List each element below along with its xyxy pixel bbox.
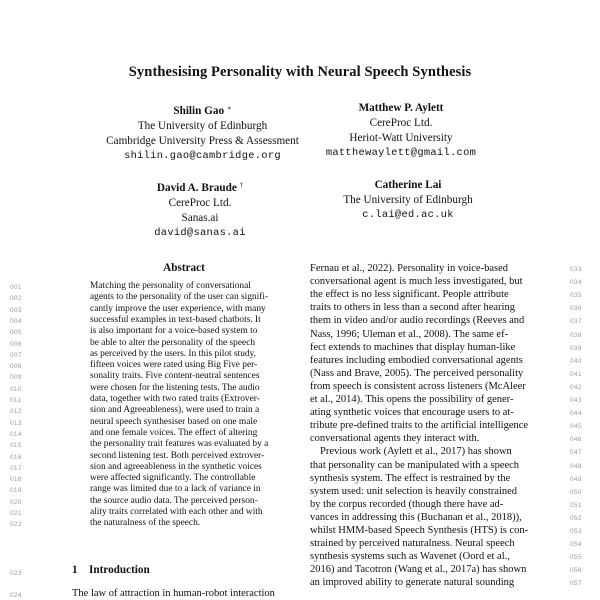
abstract-line: Matching the personality of conversational (90, 281, 251, 291)
author-affiliation: Sanas.ai (181, 212, 219, 224)
body-text-line: traits to others in less than a second after hearing (310, 302, 515, 314)
line-number: 050 (570, 488, 582, 496)
line-number: 042 (570, 383, 582, 391)
body-text-line: from speech is consistent across listeners (McAleer (310, 380, 526, 392)
line-number: 041 (570, 370, 582, 378)
abstract-line: fifteen voices were rated using Big Five per- (90, 360, 258, 371)
line-number: 014 (10, 430, 22, 438)
body-text-line: 2016) and Tacotron (Wang et al., 2017a) has shown (310, 564, 527, 576)
author-name: Matthew P. Aylett (358, 102, 444, 114)
line-number: 007 (10, 351, 22, 359)
author-affiliation: Heriot-Watt University (349, 132, 453, 144)
body-text-line: Previous work (Aylett et al., 2017) has shown (320, 446, 512, 458)
abstract-line: data, together with two rated traits (Extrover- (90, 394, 260, 404)
author-email: shilin.gao@cambridge.org (124, 150, 281, 162)
line-number: 005 (10, 329, 22, 337)
line-number: 024 (10, 592, 22, 599)
author-email: david@sanas.ai (154, 227, 246, 239)
body-text-line: the effect is no less significant. People attribute (310, 289, 509, 301)
line-number: 038 (570, 331, 582, 339)
line-number: 046 (570, 436, 582, 444)
author-footnote-mark: ∗ (226, 104, 232, 112)
line-number: 003 (10, 306, 22, 314)
author-email: c.lai@ed.ac.uk (362, 209, 454, 221)
body-text-line: them in video and/or audio recordings (Reeves and (310, 315, 525, 327)
section-title: Introduction (89, 564, 150, 576)
author-affiliation: The University of Edinburgh (343, 194, 473, 206)
line-number: 045 (570, 423, 582, 431)
line-number: 019 (10, 487, 22, 495)
abstract-line: be able to alter the personality of the speech (90, 337, 256, 348)
author-name: David A. Braude † (156, 181, 244, 194)
body-text-line: tribute pre-defined traits to the artificial intelligence (310, 420, 529, 432)
author-affiliation: The University of Edinburgh (137, 120, 268, 132)
line-number: 037 (570, 318, 582, 326)
abstract-line: is also important for a voice-based system to (90, 326, 258, 337)
line-number: 055 (570, 554, 582, 562)
abstract-line: successful examples in text-based chatbots. It (90, 314, 261, 325)
author-email: matthewaylett@gmail.com (325, 147, 477, 159)
line-number: 023 (10, 570, 22, 577)
line-number: 053 (570, 528, 582, 535)
body-text-line: synthesis system. The effect is restrained by the (310, 472, 511, 484)
line-number: 020 (10, 498, 22, 506)
line-number: 002 (10, 295, 22, 303)
body-text-line: vances in addressing this (Buchanan et al., 2018)), (310, 511, 522, 523)
author-affiliation: CereProc Ltd. (168, 197, 232, 209)
body-text-line: conversational agents they interact with. (310, 433, 480, 445)
body-text-line: ating synthetic voices that encourage users to at- (310, 407, 514, 419)
body-text-line: Fernau et al., 2022). Personality in voice-based (310, 263, 508, 274)
body-text-line: an improved ability to generate natural sounding (310, 577, 515, 589)
body-text-line: The law of attraction in human-robot interaction (72, 588, 275, 599)
abstract-line: were affected significantly. The controllable (90, 473, 256, 484)
abstract-line: sion and agreeableness in the synthetic voices (90, 461, 262, 472)
line-number: 033 (570, 266, 582, 273)
line-number: 017 (10, 464, 22, 472)
line-number: 015 (10, 442, 22, 450)
body-text-line: (Nass and Brave, 2005). The perceived personality (310, 367, 524, 379)
abstract-heading: Abstract (163, 262, 205, 274)
body-text-line: fect extends to machines that display human-like (310, 341, 516, 353)
body-text-line: conversational agent is much less investigated, but (310, 276, 523, 288)
abstract-line: sonality traits. Five content-neutral sentences (90, 371, 260, 382)
line-number: 039 (570, 344, 582, 352)
abstract-line: as perceived by the users. In this pilot study, (90, 348, 257, 359)
line-number: 043 (570, 397, 582, 404)
abstract-line: and one female voices. The effect of altering (90, 427, 258, 438)
abstract-line: the source audio data. The perceived person- (90, 495, 258, 506)
line-number: 049 (570, 475, 582, 483)
line-number: 011 (10, 397, 22, 404)
body-text-line: synthesis systems such as Wavenet (Oord et al., (310, 551, 510, 563)
line-number: 048 (570, 462, 582, 470)
line-number: 040 (570, 357, 582, 365)
body-text-line: whilst HMM-based Speech Synthesis (HTS) is con- (310, 525, 529, 536)
body-text-line: strained by perceived naturalness. Neural speech (310, 538, 515, 550)
line-number: 054 (570, 541, 582, 549)
author-block (130, 178, 270, 241)
line-number: 044 (570, 410, 582, 418)
abstract-line: ality traits correlated with each other and with (90, 507, 263, 517)
author-block (328, 178, 488, 223)
body-text-line: system used: unit selection is heavily constrained (310, 485, 518, 497)
abstract-line: neural speech synthesiser based on one male (90, 416, 258, 427)
line-number: 013 (10, 419, 22, 427)
author-footnote-mark: † (239, 181, 244, 189)
line-number: 008 (10, 363, 22, 371)
body-text-line: features including embodied conversational agents (310, 354, 523, 366)
paper-title: Synthesising Personality with Neural Speech Synthesis (128, 64, 472, 80)
body-text-line: that personality can be manipulated with a speech (310, 459, 520, 471)
line-number: 057 (570, 580, 582, 588)
author-name: Shilin Gao ∗ (173, 104, 232, 117)
line-number: 052 (570, 514, 582, 522)
author-block (95, 101, 310, 164)
abstract-line: were chosen for the listening tests. The audio (90, 382, 260, 393)
abstract-line: second listening test. Both perceived extrover- (90, 450, 265, 461)
abstract-line: the naturalness of the speech. (90, 518, 201, 529)
abstract-line: cantly improve the user experience, with many (90, 303, 266, 314)
author-affiliation: CereProc Ltd. (369, 117, 433, 129)
abstract-line: agents to the personality of the user can signifi- (90, 292, 269, 303)
line-number: 051 (570, 501, 582, 509)
line-number: 009 (10, 374, 22, 382)
author-name: Catherine Lai (374, 179, 442, 191)
section-number: 1 (72, 564, 78, 576)
body-text-line: Nass, 1996; Uleman et al., 2008). The same ef- (310, 328, 509, 340)
line-number: 004 (10, 317, 22, 325)
author-block (316, 101, 486, 161)
line-number: 056 (570, 567, 582, 575)
line-number: 021 (10, 510, 22, 517)
line-number: 016 (10, 453, 22, 461)
body-text-line: et al., 2014). This opens the possibility of gener- (310, 394, 514, 405)
author-affiliation: Cambridge University Press & Assessment (106, 135, 299, 147)
line-number: 012 (10, 408, 22, 416)
line-number: 035 (570, 292, 582, 300)
line-number: 010 (10, 385, 22, 393)
line-number: 018 (10, 476, 22, 484)
abstract-line: sion and Agreeableness), were used to train a (90, 405, 260, 416)
line-number: 036 (570, 305, 582, 313)
abstract-line: the personality trait features was evaluated by a (90, 439, 269, 450)
line-number: 034 (570, 279, 582, 287)
line-number: 022 (10, 521, 22, 529)
body-text-line: by the corpus recorded (though there have ad- (310, 498, 504, 510)
section-heading (72, 564, 150, 576)
line-number: 047 (570, 449, 582, 457)
line-number: 001 (10, 284, 22, 291)
abstract-line: range was limited due to a lack of variance in (90, 484, 261, 495)
line-number: 006 (10, 340, 22, 348)
